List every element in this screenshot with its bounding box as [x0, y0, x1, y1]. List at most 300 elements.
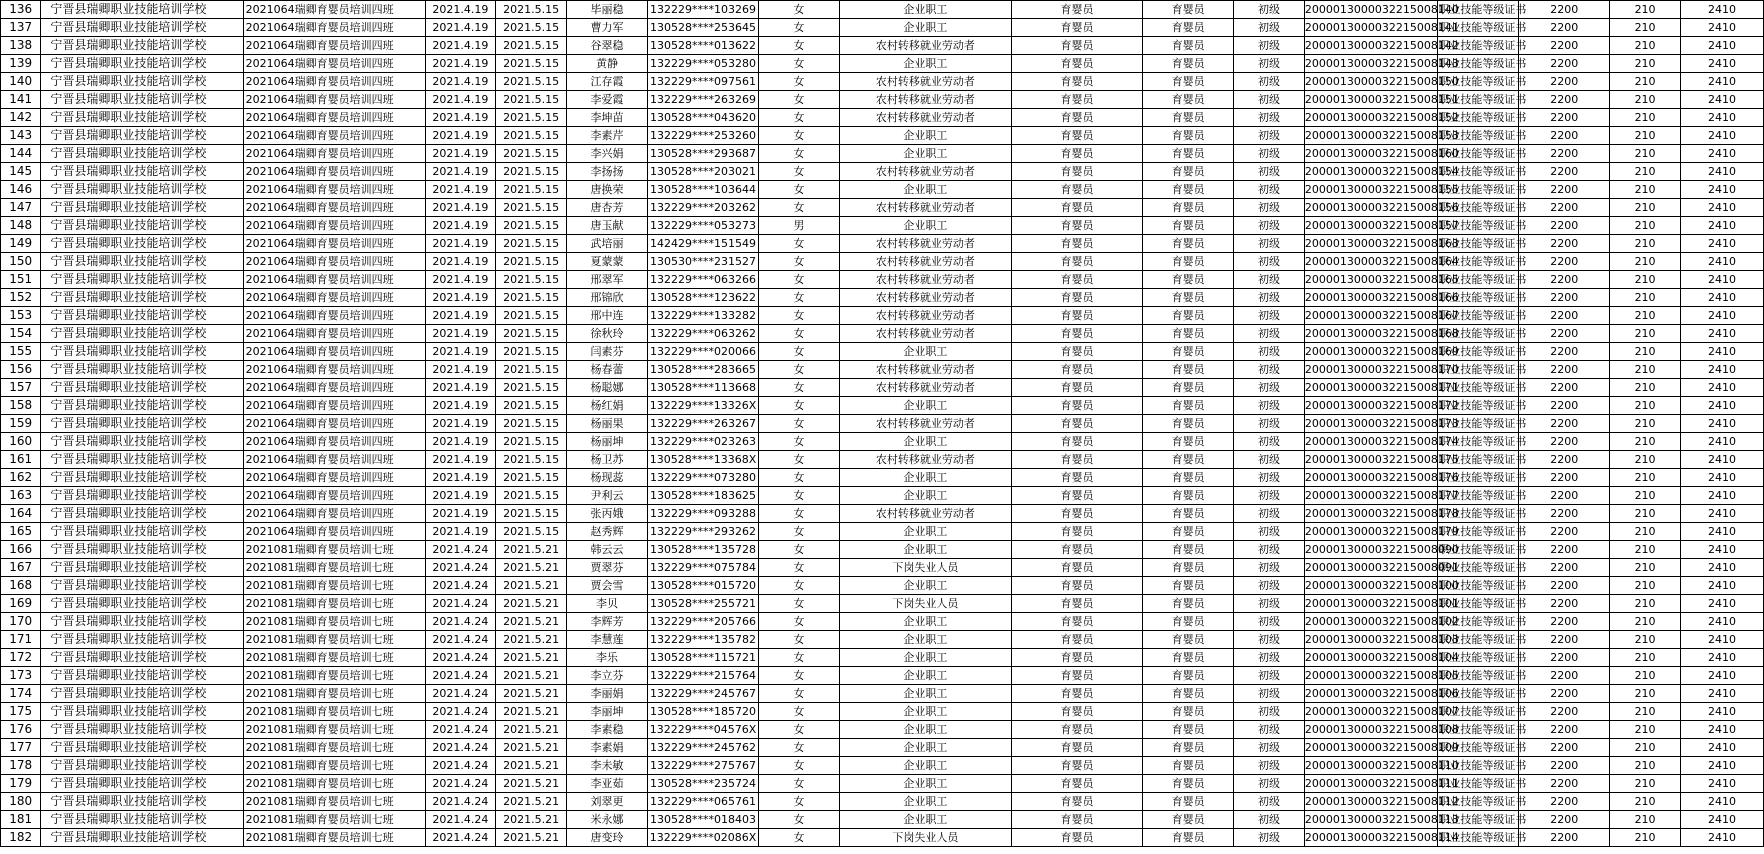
level-cell[interactable]: 初级: [1234, 505, 1305, 523]
class-cell[interactable]: 2021064瑞卿育婴员培训四班: [243, 469, 425, 487]
certificate-number-cell[interactable]: 2000013000032215008142: [1304, 37, 1437, 55]
school-cell[interactable]: 宁晋县瑞卿职业技能培训学校: [41, 1, 243, 19]
end-date-cell[interactable]: 2021.5.21: [496, 541, 567, 559]
name-cell[interactable]: 李慧莲: [567, 631, 648, 649]
total-cell[interactable]: 2410: [1680, 487, 1763, 505]
certificate-number-cell[interactable]: 2000013000032215008152: [1304, 109, 1437, 127]
gender-cell[interactable]: 女: [759, 469, 840, 487]
row-number-cell[interactable]: 156: [1, 361, 41, 379]
end-date-cell[interactable]: 2021.5.15: [496, 37, 567, 55]
certificate-type-cell[interactable]: 职业技能等级证书: [1438, 145, 1519, 163]
certificate-type-cell[interactable]: 职业技能等级证书: [1438, 415, 1519, 433]
category-cell[interactable]: 农村转移就业劳动者: [839, 415, 1011, 433]
category-cell[interactable]: 企业职工: [839, 649, 1011, 667]
row-number-cell[interactable]: 153: [1, 307, 41, 325]
id-number-cell[interactable]: 130528****293687: [647, 145, 758, 163]
certificate-type-cell[interactable]: 职业技能等级证书: [1438, 379, 1519, 397]
level-cell[interactable]: 初级: [1234, 19, 1305, 37]
occupation-cell[interactable]: 育婴员: [1011, 559, 1142, 577]
level-cell[interactable]: 初级: [1234, 739, 1305, 757]
school-cell[interactable]: 宁晋县瑞卿职业技能培训学校: [41, 469, 243, 487]
training-fee-cell[interactable]: 2200: [1519, 91, 1610, 109]
start-date-cell[interactable]: 2021.4.19: [425, 307, 496, 325]
id-number-cell[interactable]: 132229****103269: [647, 1, 758, 19]
start-date-cell[interactable]: 2021.4.19: [425, 55, 496, 73]
training-fee-cell[interactable]: 2200: [1519, 379, 1610, 397]
certificate-type-cell[interactable]: 职业技能等级证书: [1438, 343, 1519, 361]
class-cell[interactable]: 2021081瑞卿育婴员培训七班: [243, 613, 425, 631]
school-cell[interactable]: 宁晋县瑞卿职业技能培训学校: [41, 235, 243, 253]
job-cell[interactable]: 育婴员: [1143, 811, 1234, 829]
start-date-cell[interactable]: 2021.4.24: [425, 739, 496, 757]
category-cell[interactable]: 企业职工: [839, 739, 1011, 757]
total-cell[interactable]: 2410: [1680, 307, 1763, 325]
name-cell[interactable]: 李坤苗: [567, 109, 648, 127]
name-cell[interactable]: 贾会雪: [567, 577, 648, 595]
level-cell[interactable]: 初级: [1234, 703, 1305, 721]
school-cell[interactable]: 宁晋县瑞卿职业技能培训学校: [41, 505, 243, 523]
level-cell[interactable]: 初级: [1234, 199, 1305, 217]
id-number-cell[interactable]: 130528****255721: [647, 595, 758, 613]
training-fee-cell[interactable]: 2200: [1519, 415, 1610, 433]
certificate-type-cell[interactable]: 职业技能等级证书: [1438, 685, 1519, 703]
job-cell[interactable]: 育婴员: [1143, 19, 1234, 37]
occupation-cell[interactable]: 育婴员: [1011, 55, 1142, 73]
gender-cell[interactable]: 女: [759, 487, 840, 505]
occupation-cell[interactable]: 育婴员: [1011, 505, 1142, 523]
certificate-number-cell[interactable]: 2000013000032215008103: [1304, 631, 1437, 649]
end-date-cell[interactable]: 2021.5.15: [496, 127, 567, 145]
start-date-cell[interactable]: 2021.4.24: [425, 541, 496, 559]
occupation-cell[interactable]: 育婴员: [1011, 721, 1142, 739]
row-number-cell[interactable]: 139: [1, 55, 41, 73]
level-cell[interactable]: 初级: [1234, 379, 1305, 397]
occupation-cell[interactable]: 育婴员: [1011, 415, 1142, 433]
occupation-cell[interactable]: 育婴员: [1011, 595, 1142, 613]
job-cell[interactable]: 育婴员: [1143, 109, 1234, 127]
class-cell[interactable]: 2021064瑞卿育婴员培训四班: [243, 523, 425, 541]
exam-fee-cell[interactable]: 210: [1610, 37, 1681, 55]
id-number-cell[interactable]: 132229****063266: [647, 271, 758, 289]
job-cell[interactable]: 育婴员: [1143, 721, 1234, 739]
start-date-cell[interactable]: 2021.4.19: [425, 199, 496, 217]
occupation-cell[interactable]: 育婴员: [1011, 811, 1142, 829]
id-number-cell[interactable]: 132229****063262: [647, 325, 758, 343]
certificate-number-cell[interactable]: 2000013000032215008179: [1304, 523, 1437, 541]
class-cell[interactable]: 2021081瑞卿育婴员培训七班: [243, 793, 425, 811]
gender-cell[interactable]: 女: [759, 649, 840, 667]
occupation-cell[interactable]: 育婴员: [1011, 361, 1142, 379]
start-date-cell[interactable]: 2021.4.19: [425, 145, 496, 163]
row-number-cell[interactable]: 160: [1, 433, 41, 451]
id-number-cell[interactable]: 130528****113668: [647, 379, 758, 397]
class-cell[interactable]: 2021064瑞卿育婴员培训四班: [243, 163, 425, 181]
id-number-cell[interactable]: 132229****053280: [647, 55, 758, 73]
exam-fee-cell[interactable]: 210: [1610, 703, 1681, 721]
certificate-type-cell[interactable]: 职业技能等级证书: [1438, 523, 1519, 541]
level-cell[interactable]: 初级: [1234, 541, 1305, 559]
name-cell[interactable]: 米永娜: [567, 811, 648, 829]
name-cell[interactable]: 李亚茹: [567, 775, 648, 793]
gender-cell[interactable]: 女: [759, 91, 840, 109]
occupation-cell[interactable]: 育婴员: [1011, 199, 1142, 217]
training-fee-cell[interactable]: 2200: [1519, 253, 1610, 271]
row-number-cell[interactable]: 169: [1, 595, 41, 613]
certificate-number-cell[interactable]: 2000013000032215008101: [1304, 595, 1437, 613]
training-fee-cell[interactable]: 2200: [1519, 235, 1610, 253]
total-cell[interactable]: 2410: [1680, 91, 1763, 109]
job-cell[interactable]: 育婴员: [1143, 559, 1234, 577]
certificate-type-cell[interactable]: 职业技能等级证书: [1438, 325, 1519, 343]
exam-fee-cell[interactable]: 210: [1610, 649, 1681, 667]
level-cell[interactable]: 初级: [1234, 775, 1305, 793]
name-cell[interactable]: 杨卫苏: [567, 451, 648, 469]
certificate-number-cell[interactable]: 2000013000032215008114: [1304, 829, 1437, 847]
id-number-cell[interactable]: 130528****203021: [647, 163, 758, 181]
occupation-cell[interactable]: 育婴员: [1011, 235, 1142, 253]
certificate-type-cell[interactable]: 职业技能等级证书: [1438, 487, 1519, 505]
exam-fee-cell[interactable]: 210: [1610, 361, 1681, 379]
category-cell[interactable]: 农村转移就业劳动者: [839, 271, 1011, 289]
training-fee-cell[interactable]: 2200: [1519, 631, 1610, 649]
gender-cell[interactable]: 女: [759, 73, 840, 91]
certificate-type-cell[interactable]: 职业技能等级证书: [1438, 613, 1519, 631]
end-date-cell[interactable]: 2021.5.15: [496, 469, 567, 487]
training-fee-cell[interactable]: 2200: [1519, 109, 1610, 127]
end-date-cell[interactable]: 2021.5.15: [496, 289, 567, 307]
category-cell[interactable]: 农村转移就业劳动者: [839, 289, 1011, 307]
training-fee-cell[interactable]: 2200: [1519, 361, 1610, 379]
training-fee-cell[interactable]: 2200: [1519, 343, 1610, 361]
name-cell[interactable]: 徐秋玲: [567, 325, 648, 343]
exam-fee-cell[interactable]: 210: [1610, 325, 1681, 343]
id-number-cell[interactable]: 130530****231527: [647, 253, 758, 271]
total-cell[interactable]: 2410: [1680, 559, 1763, 577]
start-date-cell[interactable]: 2021.4.19: [425, 253, 496, 271]
total-cell[interactable]: 2410: [1680, 721, 1763, 739]
certificate-type-cell[interactable]: 职业技能等级证书: [1438, 307, 1519, 325]
id-number-cell[interactable]: 130528****018403: [647, 811, 758, 829]
start-date-cell[interactable]: 2021.4.24: [425, 829, 496, 847]
level-cell[interactable]: 初级: [1234, 469, 1305, 487]
class-cell[interactable]: 2021081瑞卿育婴员培训七班: [243, 829, 425, 847]
certificate-type-cell[interactable]: 职业技能等级证书: [1438, 775, 1519, 793]
certificate-type-cell[interactable]: 职业技能等级证书: [1438, 811, 1519, 829]
gender-cell[interactable]: 女: [759, 667, 840, 685]
job-cell[interactable]: 育婴员: [1143, 631, 1234, 649]
exam-fee-cell[interactable]: 210: [1610, 379, 1681, 397]
certificate-type-cell[interactable]: 职业技能等级证书: [1438, 757, 1519, 775]
end-date-cell[interactable]: 2021.5.21: [496, 703, 567, 721]
school-cell[interactable]: 宁晋县瑞卿职业技能培训学校: [41, 829, 243, 847]
training-fee-cell[interactable]: 2200: [1519, 523, 1610, 541]
certificate-number-cell[interactable]: 2000013000032215008171: [1304, 379, 1437, 397]
class-cell[interactable]: 2021064瑞卿育婴员培训四班: [243, 199, 425, 217]
id-number-cell[interactable]: 132229****02086X: [647, 829, 758, 847]
class-cell[interactable]: 2021064瑞卿育婴员培训四班: [243, 433, 425, 451]
end-date-cell[interactable]: 2021.5.15: [496, 109, 567, 127]
name-cell[interactable]: 贾翠芬: [567, 559, 648, 577]
category-cell[interactable]: 农村转移就业劳动者: [839, 235, 1011, 253]
total-cell[interactable]: 2410: [1680, 631, 1763, 649]
end-date-cell[interactable]: 2021.5.15: [496, 433, 567, 451]
class-cell[interactable]: 2021081瑞卿育婴员培训七班: [243, 757, 425, 775]
category-cell[interactable]: 农村转移就业劳动者: [839, 73, 1011, 91]
training-fee-cell[interactable]: 2200: [1519, 505, 1610, 523]
id-number-cell[interactable]: 132229****13326X: [647, 397, 758, 415]
total-cell[interactable]: 2410: [1680, 235, 1763, 253]
total-cell[interactable]: 2410: [1680, 325, 1763, 343]
class-cell[interactable]: 2021064瑞卿育婴员培训四班: [243, 397, 425, 415]
id-number-cell[interactable]: 130528****135728: [647, 541, 758, 559]
school-cell[interactable]: 宁晋县瑞卿职业技能培训学校: [41, 433, 243, 451]
certificate-type-cell[interactable]: 职业技能等级证书: [1438, 541, 1519, 559]
certificate-number-cell[interactable]: 2000013000032215008090: [1304, 541, 1437, 559]
category-cell[interactable]: 下岗失业人员: [839, 829, 1011, 847]
category-cell[interactable]: 企业职工: [839, 613, 1011, 631]
school-cell[interactable]: 宁晋县瑞卿职业技能培训学校: [41, 361, 243, 379]
certificate-type-cell[interactable]: 职业技能等级证书: [1438, 397, 1519, 415]
occupation-cell[interactable]: 育婴员: [1011, 433, 1142, 451]
school-cell[interactable]: 宁晋县瑞卿职业技能培训学校: [41, 19, 243, 37]
total-cell[interactable]: 2410: [1680, 127, 1763, 145]
category-cell[interactable]: 农村转移就业劳动者: [839, 379, 1011, 397]
category-cell[interactable]: 企业职工: [839, 703, 1011, 721]
start-date-cell[interactable]: 2021.4.19: [425, 37, 496, 55]
name-cell[interactable]: 曹力军: [567, 19, 648, 37]
end-date-cell[interactable]: 2021.5.21: [496, 595, 567, 613]
exam-fee-cell[interactable]: 210: [1610, 145, 1681, 163]
id-number-cell[interactable]: 132229****275767: [647, 757, 758, 775]
end-date-cell[interactable]: 2021.5.21: [496, 559, 567, 577]
level-cell[interactable]: 初级: [1234, 307, 1305, 325]
gender-cell[interactable]: 女: [759, 433, 840, 451]
exam-fee-cell[interactable]: 210: [1610, 793, 1681, 811]
certificate-type-cell[interactable]: 职业技能等级证书: [1438, 649, 1519, 667]
school-cell[interactable]: 宁晋县瑞卿职业技能培训学校: [41, 793, 243, 811]
id-number-cell[interactable]: 132229****023263: [647, 433, 758, 451]
training-fee-cell[interactable]: 2200: [1519, 739, 1610, 757]
row-number-cell[interactable]: 158: [1, 397, 41, 415]
level-cell[interactable]: 初级: [1234, 271, 1305, 289]
school-cell[interactable]: 宁晋县瑞卿职业技能培训学校: [41, 343, 243, 361]
total-cell[interactable]: 2410: [1680, 811, 1763, 829]
job-cell[interactable]: 育婴员: [1143, 685, 1234, 703]
row-number-cell[interactable]: 165: [1, 523, 41, 541]
class-cell[interactable]: 2021081瑞卿育婴员培训七班: [243, 631, 425, 649]
class-cell[interactable]: 2021064瑞卿育婴员培训四班: [243, 55, 425, 73]
name-cell[interactable]: 李贝: [567, 595, 648, 613]
job-cell[interactable]: 育婴员: [1143, 55, 1234, 73]
training-fee-cell[interactable]: 2200: [1519, 127, 1610, 145]
training-fee-cell[interactable]: 2200: [1519, 19, 1610, 37]
exam-fee-cell[interactable]: 210: [1610, 523, 1681, 541]
end-date-cell[interactable]: 2021.5.21: [496, 757, 567, 775]
category-cell[interactable]: 企业职工: [839, 577, 1011, 595]
occupation-cell[interactable]: 育婴员: [1011, 757, 1142, 775]
occupation-cell[interactable]: 育婴员: [1011, 739, 1142, 757]
occupation-cell[interactable]: 育婴员: [1011, 379, 1142, 397]
class-cell[interactable]: 2021081瑞卿育婴员培训七班: [243, 811, 425, 829]
occupation-cell[interactable]: 育婴员: [1011, 145, 1142, 163]
class-cell[interactable]: 2021081瑞卿育婴员培训七班: [243, 577, 425, 595]
id-number-cell[interactable]: 130528****183625: [647, 487, 758, 505]
start-date-cell[interactable]: 2021.4.24: [425, 667, 496, 685]
class-cell[interactable]: 2021064瑞卿育婴员培训四班: [243, 73, 425, 91]
school-cell[interactable]: 宁晋县瑞卿职业技能培训学校: [41, 397, 243, 415]
row-number-cell[interactable]: 144: [1, 145, 41, 163]
name-cell[interactable]: 李扬扬: [567, 163, 648, 181]
id-number-cell[interactable]: 132229****04576X: [647, 721, 758, 739]
school-cell[interactable]: 宁晋县瑞卿职业技能培训学校: [41, 757, 243, 775]
job-cell[interactable]: 育婴员: [1143, 343, 1234, 361]
exam-fee-cell[interactable]: 210: [1610, 433, 1681, 451]
exam-fee-cell[interactable]: 210: [1610, 217, 1681, 235]
category-cell[interactable]: 企业职工: [839, 685, 1011, 703]
certificate-type-cell[interactable]: 职业技能等级证书: [1438, 73, 1519, 91]
certificate-type-cell[interactable]: 职业技能等级证书: [1438, 127, 1519, 145]
job-cell[interactable]: 育婴员: [1143, 595, 1234, 613]
class-cell[interactable]: 2021064瑞卿育婴员培训四班: [243, 235, 425, 253]
gender-cell[interactable]: 女: [759, 541, 840, 559]
row-number-cell[interactable]: 178: [1, 757, 41, 775]
row-number-cell[interactable]: 146: [1, 181, 41, 199]
total-cell[interactable]: 2410: [1680, 55, 1763, 73]
class-cell[interactable]: 2021064瑞卿育婴员培训四班: [243, 415, 425, 433]
school-cell[interactable]: 宁晋县瑞卿职业技能培训学校: [41, 163, 243, 181]
level-cell[interactable]: 初级: [1234, 1, 1305, 19]
class-cell[interactable]: 2021064瑞卿育婴员培训四班: [243, 1, 425, 19]
total-cell[interactable]: 2410: [1680, 505, 1763, 523]
certificate-type-cell[interactable]: 职业技能等级证书: [1438, 451, 1519, 469]
certificate-number-cell[interactable]: 2000013000032215008100: [1304, 577, 1437, 595]
end-date-cell[interactable]: 2021.5.15: [496, 271, 567, 289]
class-cell[interactable]: 2021064瑞卿育婴员培训四班: [243, 307, 425, 325]
level-cell[interactable]: 初级: [1234, 397, 1305, 415]
level-cell[interactable]: 初级: [1234, 127, 1305, 145]
certificate-number-cell[interactable]: 2000013000032215008108: [1304, 721, 1437, 739]
start-date-cell[interactable]: 2021.4.19: [425, 505, 496, 523]
row-number-cell[interactable]: 175: [1, 703, 41, 721]
row-number-cell[interactable]: 138: [1, 37, 41, 55]
level-cell[interactable]: 初级: [1234, 631, 1305, 649]
gender-cell[interactable]: 女: [759, 109, 840, 127]
total-cell[interactable]: 2410: [1680, 775, 1763, 793]
occupation-cell[interactable]: 育婴员: [1011, 793, 1142, 811]
certificate-number-cell[interactable]: 2000013000032215008154: [1304, 163, 1437, 181]
start-date-cell[interactable]: 2021.4.24: [425, 649, 496, 667]
school-cell[interactable]: 宁晋县瑞卿职业技能培训学校: [41, 307, 243, 325]
occupation-cell[interactable]: 育婴员: [1011, 523, 1142, 541]
exam-fee-cell[interactable]: 210: [1610, 109, 1681, 127]
exam-fee-cell[interactable]: 210: [1610, 811, 1681, 829]
exam-fee-cell[interactable]: 210: [1610, 757, 1681, 775]
level-cell[interactable]: 初级: [1234, 757, 1305, 775]
school-cell[interactable]: 宁晋县瑞卿职业技能培训学校: [41, 91, 243, 109]
start-date-cell[interactable]: 2021.4.19: [425, 379, 496, 397]
level-cell[interactable]: 初级: [1234, 343, 1305, 361]
gender-cell[interactable]: 男: [759, 217, 840, 235]
certificate-number-cell[interactable]: 2000013000032215008140: [1304, 1, 1437, 19]
name-cell[interactable]: 杨丽坤: [567, 433, 648, 451]
name-cell[interactable]: 李兴娟: [567, 145, 648, 163]
total-cell[interactable]: 2410: [1680, 199, 1763, 217]
start-date-cell[interactable]: 2021.4.24: [425, 613, 496, 631]
total-cell[interactable]: 2410: [1680, 109, 1763, 127]
job-cell[interactable]: 育婴员: [1143, 397, 1234, 415]
certificate-number-cell[interactable]: 2000013000032215008168: [1304, 325, 1437, 343]
exam-fee-cell[interactable]: 210: [1610, 19, 1681, 37]
start-date-cell[interactable]: 2021.4.19: [425, 469, 496, 487]
job-cell[interactable]: 育婴员: [1143, 523, 1234, 541]
exam-fee-cell[interactable]: 210: [1610, 271, 1681, 289]
level-cell[interactable]: 初级: [1234, 649, 1305, 667]
class-cell[interactable]: 2021064瑞卿育婴员培训四班: [243, 253, 425, 271]
id-number-cell[interactable]: 132229****135782: [647, 631, 758, 649]
row-number-cell[interactable]: 151: [1, 271, 41, 289]
certificate-number-cell[interactable]: 2000013000032215008173: [1304, 415, 1437, 433]
school-cell[interactable]: 宁晋县瑞卿职业技能培训学校: [41, 649, 243, 667]
level-cell[interactable]: 初级: [1234, 595, 1305, 613]
row-number-cell[interactable]: 174: [1, 685, 41, 703]
category-cell[interactable]: 企业职工: [839, 523, 1011, 541]
certificate-type-cell[interactable]: 职业技能等级证书: [1438, 235, 1519, 253]
occupation-cell[interactable]: 育婴员: [1011, 343, 1142, 361]
class-cell[interactable]: 2021064瑞卿育婴员培训四班: [243, 37, 425, 55]
id-number-cell[interactable]: 132229****065761: [647, 793, 758, 811]
school-cell[interactable]: 宁晋县瑞卿职业技能培训学校: [41, 577, 243, 595]
training-fee-cell[interactable]: 2200: [1519, 433, 1610, 451]
name-cell[interactable]: 江存霞: [567, 73, 648, 91]
certificate-type-cell[interactable]: 职业技能等级证书: [1438, 271, 1519, 289]
row-number-cell[interactable]: 171: [1, 631, 41, 649]
school-cell[interactable]: 宁晋县瑞卿职业技能培训学校: [41, 487, 243, 505]
row-number-cell[interactable]: 150: [1, 253, 41, 271]
job-cell[interactable]: 育婴员: [1143, 253, 1234, 271]
occupation-cell[interactable]: 育婴员: [1011, 91, 1142, 109]
gender-cell[interactable]: 女: [759, 397, 840, 415]
row-number-cell[interactable]: 147: [1, 199, 41, 217]
total-cell[interactable]: 2410: [1680, 703, 1763, 721]
start-date-cell[interactable]: 2021.4.19: [425, 523, 496, 541]
certificate-type-cell[interactable]: 职业技能等级证书: [1438, 253, 1519, 271]
certificate-type-cell[interactable]: 职业技能等级证书: [1438, 793, 1519, 811]
total-cell[interactable]: 2410: [1680, 469, 1763, 487]
certificate-type-cell[interactable]: 职业技能等级证书: [1438, 109, 1519, 127]
certificate-number-cell[interactable]: 2000013000032215008111: [1304, 775, 1437, 793]
class-cell[interactable]: 2021064瑞卿育婴员培训四班: [243, 127, 425, 145]
class-cell[interactable]: 2021064瑞卿育婴员培训四班: [243, 109, 425, 127]
id-number-cell[interactable]: 142429****151549: [647, 235, 758, 253]
name-cell[interactable]: 刘翠更: [567, 793, 648, 811]
total-cell[interactable]: 2410: [1680, 415, 1763, 433]
row-number-cell[interactable]: 136: [1, 1, 41, 19]
occupation-cell[interactable]: 育婴员: [1011, 613, 1142, 631]
certificate-type-cell[interactable]: 职业技能等级证书: [1438, 1, 1519, 19]
class-cell[interactable]: 2021081瑞卿育婴员培训七班: [243, 667, 425, 685]
job-cell[interactable]: 育婴员: [1143, 361, 1234, 379]
id-number-cell[interactable]: 132229****073280: [647, 469, 758, 487]
certificate-number-cell[interactable]: 2000013000032215008091: [1304, 559, 1437, 577]
certificate-type-cell[interactable]: 职业技能等级证书: [1438, 703, 1519, 721]
level-cell[interactable]: 初级: [1234, 235, 1305, 253]
job-cell[interactable]: 育婴员: [1143, 145, 1234, 163]
exam-fee-cell[interactable]: 210: [1610, 397, 1681, 415]
end-date-cell[interactable]: 2021.5.15: [496, 523, 567, 541]
level-cell[interactable]: 初级: [1234, 667, 1305, 685]
occupation-cell[interactable]: 育婴员: [1011, 469, 1142, 487]
total-cell[interactable]: 2410: [1680, 271, 1763, 289]
